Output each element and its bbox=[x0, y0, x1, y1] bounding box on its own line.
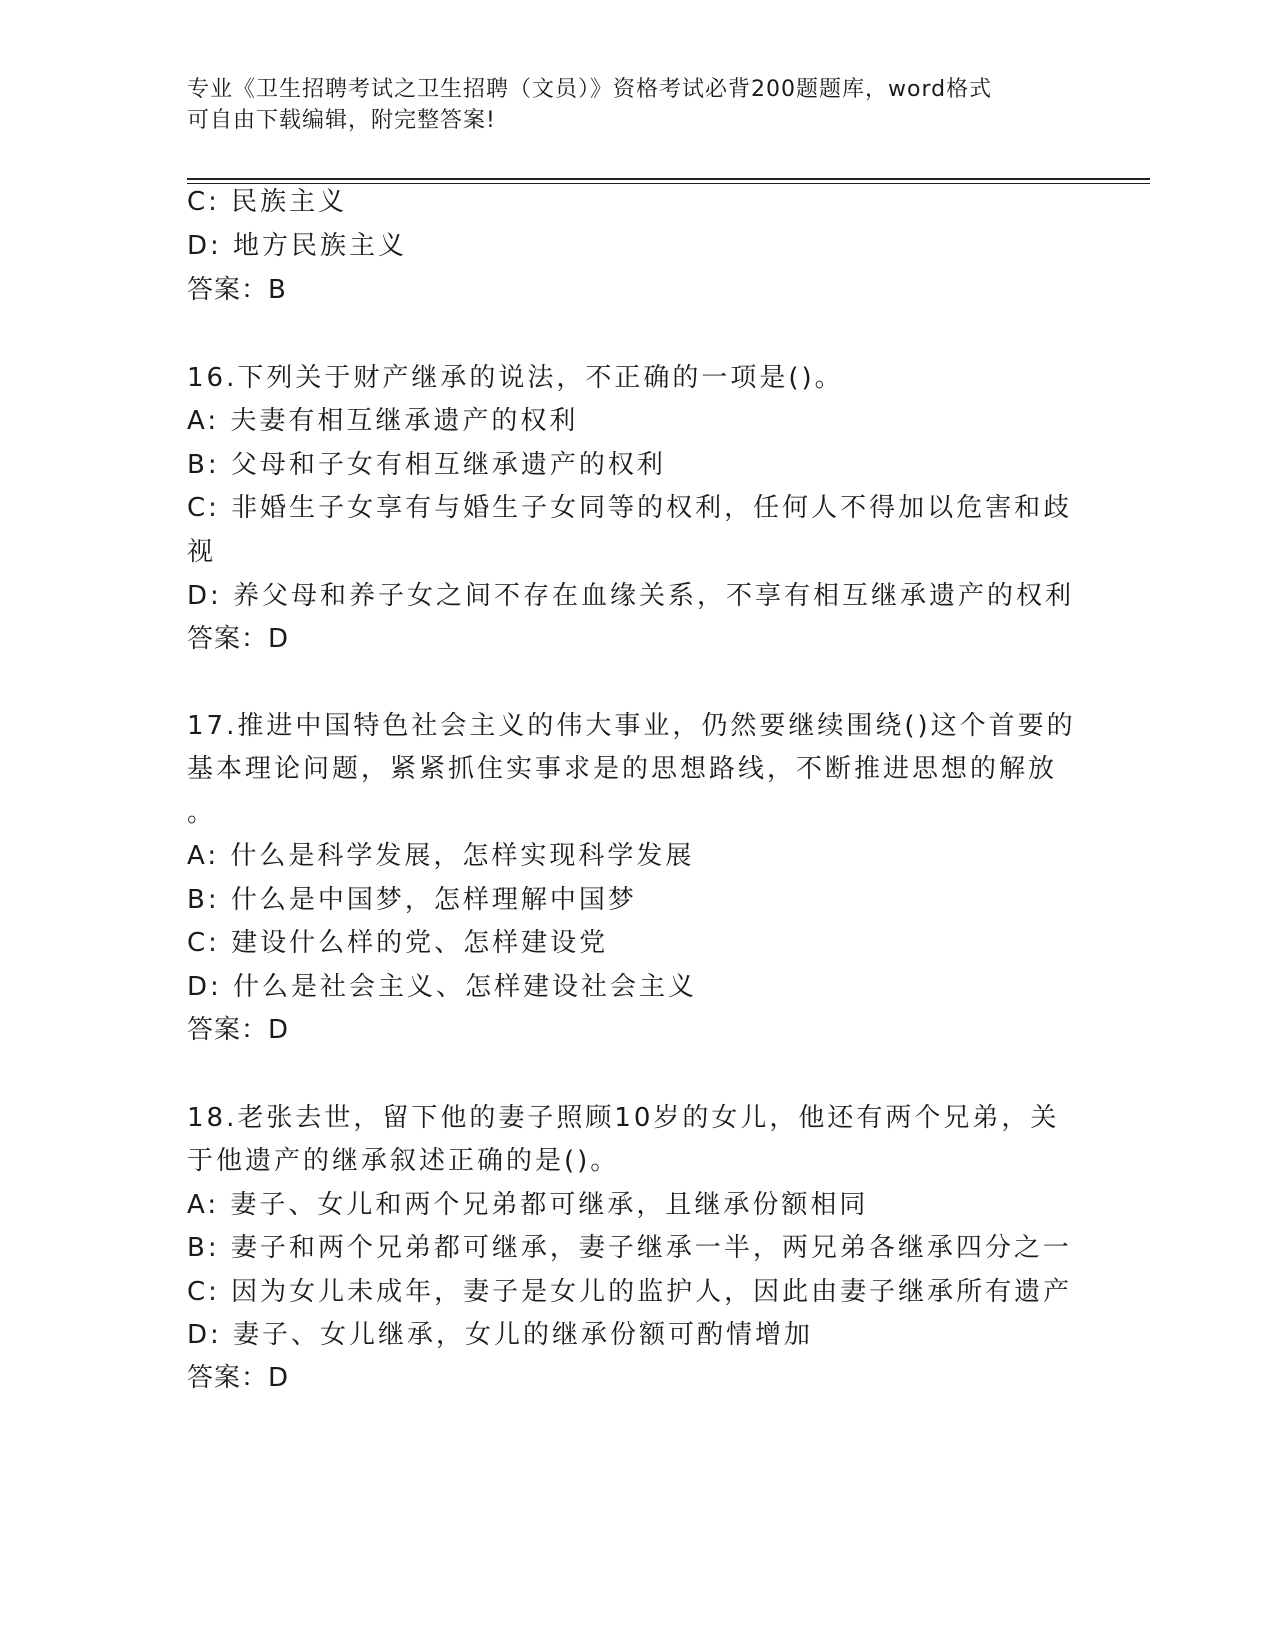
prev-option-c: C: 民族主义 bbox=[187, 187, 348, 217]
q16-option-c-line-1: C: 非婚生子女享有与婚生子女同等的权利，任何人不得加以危害和歧 bbox=[187, 493, 1073, 523]
q16-option-c-line-2: 视 bbox=[187, 537, 217, 567]
q17-option-c: C: 建设什么样的党、怎样建设党 bbox=[187, 928, 609, 958]
page-header bbox=[187, 74, 1087, 136]
q18-option-a: A: 妻子、女儿和两个兄弟都可继承，且继承份额相同 bbox=[187, 1190, 869, 1220]
q16-option-b: B: 父母和子女有相互继承遗产的权利 bbox=[187, 450, 666, 480]
prev-answer: 答案：B bbox=[187, 275, 287, 305]
q17-stem-line-2: 基本理论问题，紧紧抓住实事求是的思想路线，不断推进思想的解放 bbox=[187, 754, 1058, 784]
q17-option-b: B: 什么是中国梦，怎样理解中国梦 bbox=[187, 885, 637, 915]
q18-option-c: C: 因为女儿未成年，妻子是女儿的监护人，因此由妻子继承所有遗产 bbox=[187, 1277, 1073, 1307]
q17-option-d: D: 什么是社会主义、怎样建设社会主义 bbox=[187, 972, 698, 1002]
q16-stem-line-1: 16.下列关于财产继承的说法，不正确的一项是()。 bbox=[187, 363, 844, 393]
q16-option-a: A: 夫妻有相互继承遗产的权利 bbox=[187, 406, 579, 436]
q16-answer: 答案：D bbox=[187, 624, 290, 654]
q18-stem-line-2: 于他遗产的继承叙述正确的是()。 bbox=[187, 1146, 620, 1176]
q18-answer: 答案：D bbox=[187, 1363, 290, 1393]
q16-option-d: D: 养父母和养子女之间不存在血缘关系，不享有相互继承遗产的权利 bbox=[187, 581, 1075, 611]
q18-stem-line-1: 18.老张去世，留下他的妻子照顾10岁的女儿，他还有两个兄弟，关 bbox=[187, 1103, 1060, 1133]
header-line-1: 专业《卫生招聘考试之卫生招聘（文员）》资格考试必背200题题库，word格式 bbox=[187, 77, 993, 102]
q17-stem-line-3: 。 bbox=[187, 798, 217, 828]
prev-option-d: D: 地方民族主义 bbox=[187, 231, 408, 261]
q18-option-b: B: 妻子和两个兄弟都可继承，妻子继承一半，两兄弟各继承四分之一 bbox=[187, 1233, 1072, 1263]
header-rule-thin bbox=[187, 183, 1150, 184]
header-line-2: 可自由下载编辑，附完整答案! bbox=[187, 108, 496, 133]
header-rule-thick bbox=[187, 178, 1150, 180]
q18-option-d: D: 妻子、女儿继承，女儿的继承份额可酌情增加 bbox=[187, 1320, 814, 1350]
q17-answer: 答案：D bbox=[187, 1015, 290, 1045]
q17-stem-line-1: 17.推进中国特色社会主义的伟大事业，仍然要继续围绕()这个首要的 bbox=[187, 711, 1076, 741]
q17-option-a: A: 什么是科学发展，怎样实现科学发展 bbox=[187, 841, 695, 871]
